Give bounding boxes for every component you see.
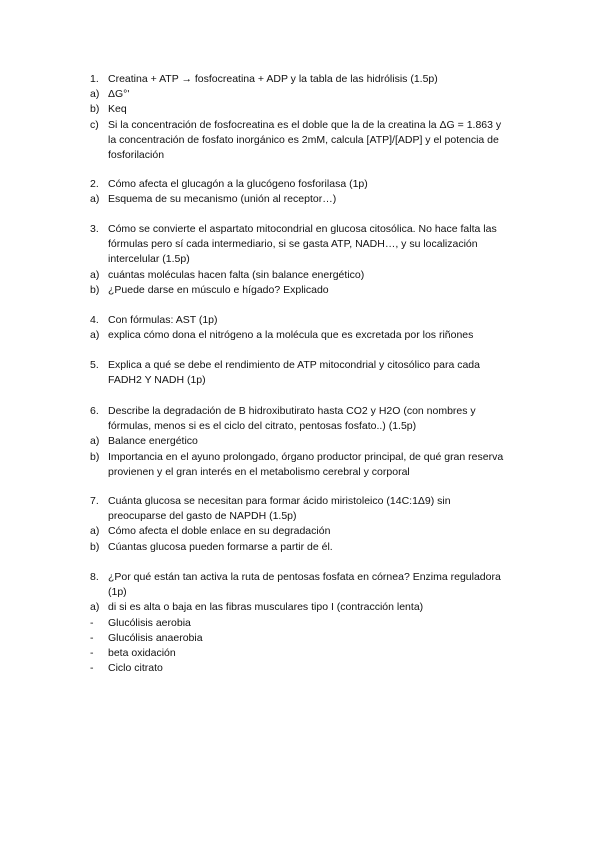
list-marker: 4. xyxy=(90,314,99,326)
question-text: FADH2 Y NADH (1p) xyxy=(108,374,206,387)
question-line xyxy=(90,133,530,148)
question-text: Si la concentración de fosfocreatina es el doble que la de la creatina la ΔG = 1.863 y xyxy=(108,118,502,131)
question-8 xyxy=(90,570,530,676)
question-5 xyxy=(90,358,530,388)
list-marker: a) xyxy=(90,88,100,101)
question-line xyxy=(90,313,530,328)
question-text: Glucólisis anaerobia xyxy=(108,631,203,644)
question-text: Cuánta glucosa se necesitan para formar ácido miristoleico (14C:1Δ9) sin xyxy=(108,495,451,507)
question-text: ¿Puede darse en músculo e hígado? Explicado xyxy=(108,283,329,296)
question-1 xyxy=(90,72,530,163)
question-text: Glucólisis aerobia xyxy=(108,616,191,629)
question-line xyxy=(90,450,530,465)
question-line xyxy=(90,524,530,539)
question-line xyxy=(90,283,530,298)
question-text: fórmulas, menos si es el ciclo del citrato, pentosas fosfato..) (1.5p) xyxy=(108,420,417,433)
list-marker xyxy=(90,465,108,480)
list-marker: - xyxy=(90,662,94,675)
question-line xyxy=(90,600,530,615)
question-2 xyxy=(90,177,530,207)
question-text: Keq xyxy=(108,103,127,116)
question-line xyxy=(90,540,530,555)
list-marker: - xyxy=(90,631,94,644)
question-text: Cómo afecta el glucagón a la glucógeno fosforilasa (1p) xyxy=(108,178,368,190)
list-marker: 6. xyxy=(90,405,99,417)
question-line xyxy=(90,268,530,283)
question-line xyxy=(90,87,530,102)
question-text: (1p) xyxy=(108,586,127,599)
question-line xyxy=(90,494,530,509)
question-line xyxy=(90,585,530,600)
list-marker: a) xyxy=(90,435,100,448)
list-marker: a) xyxy=(90,525,100,538)
question-text: Importancia en el ayuno prolongado, órgano productor principal, de qué gran reserva xyxy=(108,450,504,463)
question-line xyxy=(90,646,530,661)
question-text: Ciclo citrato xyxy=(108,662,163,675)
question-text: Creatina + ATP → fosfocreatina + ADP y la tabla de las hidrólisis (1.5p) xyxy=(108,73,438,85)
list-marker xyxy=(90,148,108,163)
list-marker: 1. xyxy=(90,73,99,85)
question-text: fórmulas pero sí cada intermediario, si se gasta ATP, NADH…, y su localización xyxy=(108,238,478,251)
list-marker: 5. xyxy=(90,359,99,371)
question-6 xyxy=(90,404,530,480)
list-marker: b) xyxy=(90,540,100,553)
question-7 xyxy=(90,494,530,555)
question-line xyxy=(90,118,530,133)
question-line xyxy=(90,661,530,676)
question-line xyxy=(90,148,530,163)
question-text: la concentración de fosfato inorgánico es 2mM, calcula [ATP]/[ADP] y el potencia de xyxy=(108,133,499,146)
question-text: intercelular (1.5p) xyxy=(108,253,190,266)
question-text: Con fórmulas: AST (1p) xyxy=(108,314,218,326)
question-text: ΔG°' xyxy=(108,88,130,101)
list-marker: 3. xyxy=(90,223,99,235)
question-line xyxy=(90,252,530,267)
question-text: Cómo se convierte el aspartato mitocondrial en glucosa citosólica. No hace falta las xyxy=(108,223,497,235)
question-line xyxy=(90,222,530,237)
list-marker: b) xyxy=(90,283,100,296)
question-line xyxy=(90,328,530,343)
question-text: beta oxidación xyxy=(108,647,176,660)
question-text: Esquema de su mecanismo (unión al receptor…) xyxy=(108,193,337,206)
question-text: Explica a qué se debe el rendimiento de ATP mitocondrial y citosólico para cada xyxy=(108,359,480,371)
list-marker: 7. xyxy=(90,495,99,507)
question-text: provienen y el gran interés en el metabolismo cerebral y corporal xyxy=(108,465,410,478)
list-marker xyxy=(90,509,108,524)
list-marker: a) xyxy=(90,601,100,614)
list-marker: a) xyxy=(90,329,100,342)
question-text: fosforilación xyxy=(108,149,165,162)
question-line xyxy=(90,177,530,192)
question-text: cuántas moléculas hacen falta (sin balance energético) xyxy=(108,268,365,281)
list-marker xyxy=(90,373,108,388)
list-marker: 2. xyxy=(90,178,99,190)
question-4 xyxy=(90,313,530,343)
question-3 xyxy=(90,222,530,298)
question-line xyxy=(90,237,530,252)
question-text: Cómo afecta el doble enlace en su degradación xyxy=(108,525,331,538)
question-line xyxy=(90,102,530,117)
list-marker xyxy=(90,133,108,148)
question-line xyxy=(90,616,530,631)
question-text: ¿Por qué están tan activa la ruta de pentosas fosfata en córnea? Enzima reguladora xyxy=(108,571,501,583)
question-line xyxy=(90,404,530,419)
question-line xyxy=(90,465,530,480)
question-text: Cúantas glucosa pueden formarse a partir de él. xyxy=(108,540,333,553)
list-marker: b) xyxy=(90,103,100,116)
question-line xyxy=(90,192,530,207)
list-marker: 8. xyxy=(90,571,99,583)
list-marker: - xyxy=(90,647,94,660)
question-text: explica cómo dona el nitrógeno a la molécula que es excretada por los riñones xyxy=(108,329,474,342)
list-marker: c) xyxy=(90,118,99,131)
question-line xyxy=(90,631,530,646)
question-line xyxy=(90,434,530,449)
list-marker: - xyxy=(90,616,94,629)
question-line xyxy=(90,373,530,388)
list-marker: a) xyxy=(90,268,100,281)
list-marker xyxy=(90,419,108,434)
question-line xyxy=(90,72,530,87)
question-line xyxy=(90,570,530,585)
list-marker: a) xyxy=(90,193,100,206)
question-text: Balance energético xyxy=(108,435,198,448)
question-line xyxy=(90,419,530,434)
question-line xyxy=(90,358,530,373)
list-marker xyxy=(90,585,108,600)
list-marker xyxy=(90,252,108,267)
list-marker: b) xyxy=(90,450,100,463)
question-text: di si es alta o baja en las fibras musculares tipo I (contracción lenta) xyxy=(108,601,424,614)
question-line xyxy=(90,509,530,524)
question-text: preocuparse del gasto de NAPDH (1.5p) xyxy=(108,510,297,523)
list-marker xyxy=(90,237,108,252)
question-text: Describe la degradación de B hidroxibutirato hasta CO2 y H2O (con nombres y xyxy=(108,405,476,417)
